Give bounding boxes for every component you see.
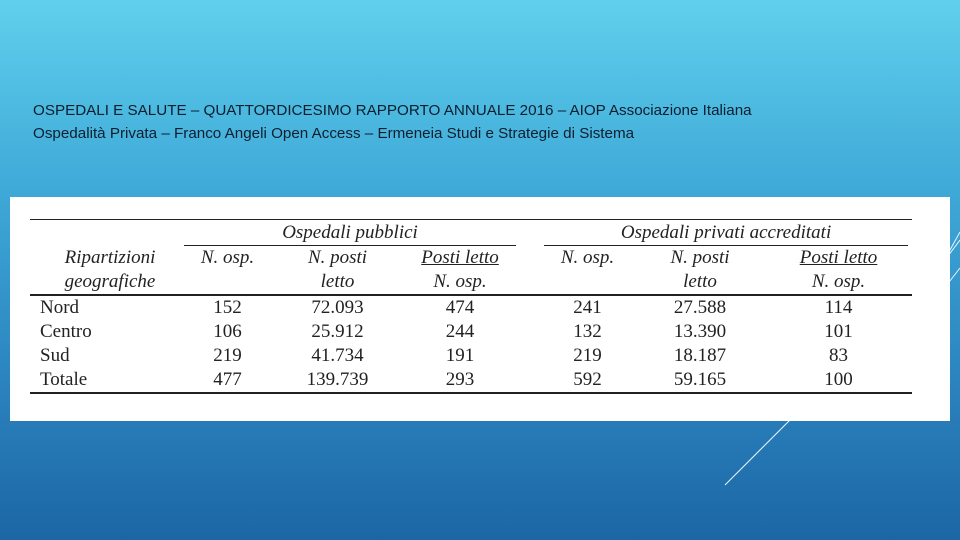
value-cell: 101 — [824, 321, 853, 342]
value-cell: 241 — [573, 297, 602, 318]
value-cell: 41.734 — [311, 345, 364, 366]
value-cell: 219 — [213, 345, 242, 366]
value-cell: 132 — [573, 321, 602, 342]
table-row — [30, 295, 912, 320]
group-header-private: Ospedali privati accreditati — [540, 220, 912, 247]
gap-cell — [520, 368, 540, 393]
region-cell: Centro — [40, 321, 92, 342]
value-cell: 13.390 — [673, 321, 727, 342]
gap-cell — [520, 344, 540, 368]
deco-line — [725, 420, 790, 485]
value-cell: 244 — [445, 321, 475, 342]
hospital-table — [30, 219, 912, 394]
value-cell: 191 — [445, 345, 475, 366]
col-header-n-osp: N. osp. — [180, 246, 275, 295]
gap-cell — [520, 295, 540, 320]
table-row-total — [30, 368, 912, 393]
value-cell: 100 — [765, 368, 912, 393]
region-cell: Totale — [30, 368, 180, 393]
value-cell: 139.739 — [275, 368, 400, 393]
header-gap — [520, 220, 540, 247]
corner-label-line-2: geografiche — [64, 271, 156, 292]
group-header-public: Ospedali pubblici — [180, 220, 520, 247]
table-row — [30, 344, 912, 368]
col-header-n-osp: N. osp. — [540, 246, 635, 295]
region-cell: Sud — [40, 345, 70, 366]
value-cell: 18.187 — [673, 345, 727, 366]
gap-cell — [520, 320, 540, 344]
value-cell: 293 — [400, 368, 520, 393]
col-header-n-posti-letto: N. posti letto — [275, 246, 400, 295]
corner-label-line-1: Ripartizioni — [64, 247, 156, 268]
slide-title-line-2: Ospedalità Privata – Franco Angeli Open Access – Ermeneia Studi e Strategie di Sistema — [33, 125, 635, 142]
table-panel — [10, 197, 950, 421]
header-spacer — [30, 220, 180, 247]
corner-label — [30, 246, 180, 295]
header-gap — [520, 246, 540, 295]
value-cell: 474 — [445, 297, 475, 318]
table-row — [30, 320, 912, 344]
value-cell: 592 — [540, 368, 635, 393]
value-cell: 59.165 — [635, 368, 765, 393]
value-cell: 106 — [213, 321, 242, 342]
slide-title — [33, 99, 933, 145]
region-cell: Nord — [40, 297, 80, 318]
col-header-n-posti-letto: N. posti letto — [635, 246, 765, 295]
value-cell: 152 — [213, 297, 242, 318]
value-cell: 72.093 — [311, 297, 364, 318]
value-cell: 114 — [824, 297, 853, 318]
value-cell: 25.912 — [311, 321, 364, 342]
col-header-posti-per-osp: Posti letto N. osp. — [765, 246, 912, 295]
value-cell: 27.588 — [673, 297, 727, 318]
col-header-posti-per-osp: Posti letto N. osp. — [400, 246, 520, 295]
value-cell: 83 — [829, 345, 849, 366]
value-cell: 477 — [180, 368, 275, 393]
slide-title-line-1: OSPEDALI E SALUTE – QUATTORDICESIMO RAPPORTO ANNUALE 2016 – AIOP Associazione Italiana — [33, 102, 752, 119]
value-cell: 219 — [573, 345, 602, 366]
